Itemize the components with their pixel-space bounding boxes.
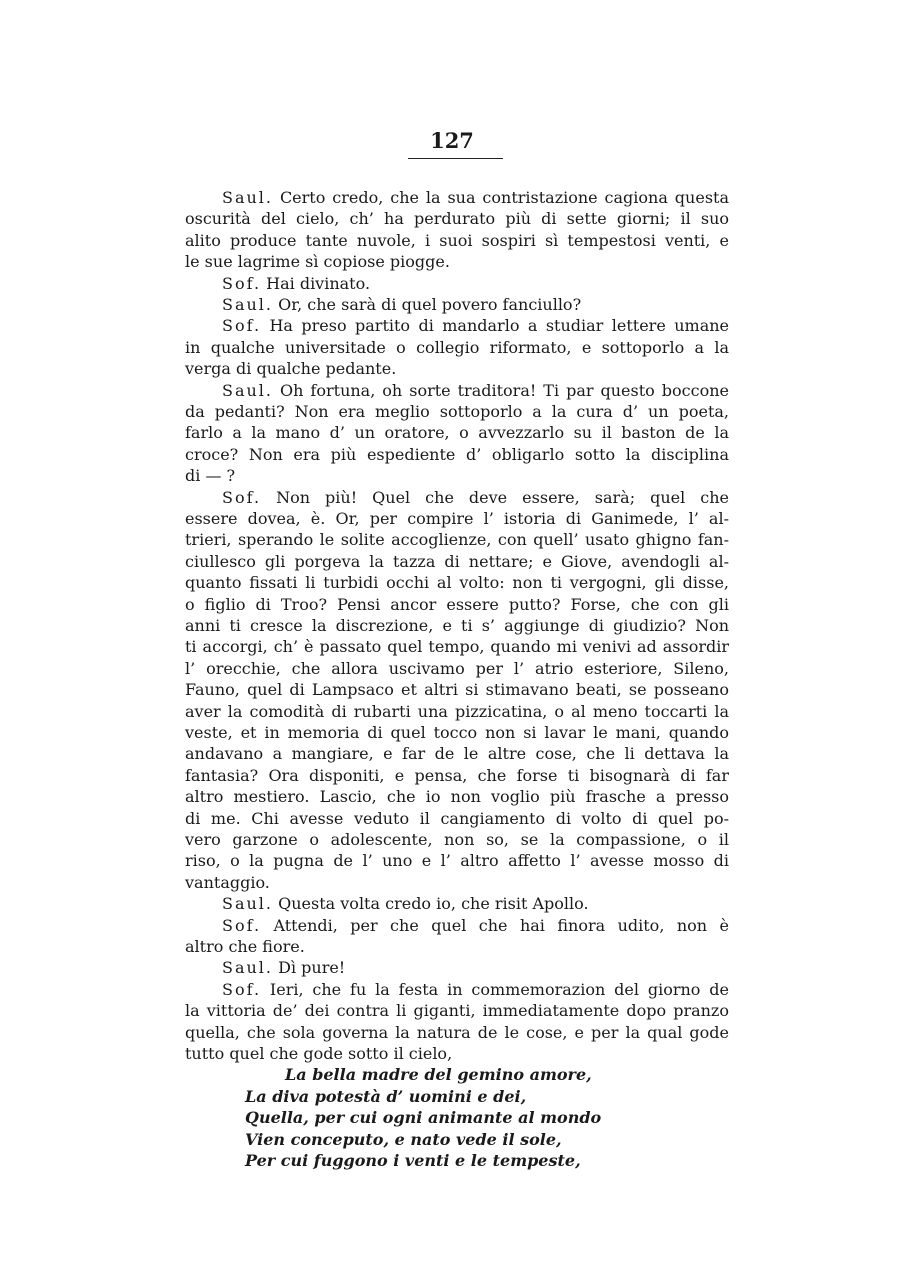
speaker-name: Sof. xyxy=(222,915,262,935)
line-text: Certo credo, che la sua contristazione cagiona questa xyxy=(279,188,729,207)
line-text: farlo a la mano d’ un oratore, o avvezzarlo su il baston de la xyxy=(185,423,729,443)
text-line xyxy=(222,957,729,978)
line-text: quella, che sola governa la natura de le cose, e per la qual gode xyxy=(185,1022,729,1042)
text-line xyxy=(185,508,729,529)
speaker-name: Saul. xyxy=(222,380,274,400)
text-line xyxy=(185,444,729,465)
text-line xyxy=(185,1022,729,1043)
text-line xyxy=(222,915,729,936)
verse-line: La diva potestà d’ uomini e dei, xyxy=(245,1086,527,1106)
text-line xyxy=(185,1043,729,1064)
text-line xyxy=(185,230,729,251)
text-line xyxy=(185,722,729,743)
line-text: ti accorgi, ch’ è passato quel tempo, quando mi venivi ad assordir xyxy=(185,637,729,657)
text-line xyxy=(185,208,729,229)
line-text: Attendi, per che quel che hai finora udito, non è xyxy=(273,915,729,935)
text-line xyxy=(185,786,729,807)
line-text: riso, o la pugna de l’ uno e l’ altro affetto l’ avesse mosso di xyxy=(185,851,729,871)
text-line xyxy=(185,615,729,636)
verse-line: Quella, per cui ogni animante al mondo xyxy=(245,1108,602,1128)
text-line xyxy=(185,401,729,422)
text-line xyxy=(222,187,729,208)
line-text: essere dovea, è. Or, per compire l’ istoria di Ganimede, l’ al- xyxy=(185,509,729,528)
speaker-name: Sof. xyxy=(222,273,262,293)
line-text: di me. Chi avesse veduto il cangiamento di volto di quel po- xyxy=(185,808,729,828)
line-text: o figlio di Troo? Pensi ancor essere putto? Forse, che con gli xyxy=(185,594,729,614)
line-text: oscurità del cielo, ch’ ha perdurato più di sette giorni; il suo xyxy=(185,209,729,229)
text-line xyxy=(185,465,729,486)
text-line xyxy=(185,636,729,657)
line-text: da pedanti? Non era meglio sottoporlo a la cura d’ un poeta, xyxy=(185,402,729,421)
line-text: di — ? xyxy=(185,466,236,486)
line-text: ciullesco gli porgeva la tazza di nettare; e Giove, avendogli al- xyxy=(185,551,729,571)
text-line xyxy=(185,422,729,443)
line-text: la vittoria de’ dei contra li giganti, immediatamente dopo pranzo xyxy=(185,1001,729,1021)
line-text: Oh fortuna, oh sorte traditora! Ti par questo boccone xyxy=(280,380,729,400)
line-text: Dì pure! xyxy=(278,958,346,978)
line-text: andavano a mangiare, e far de le altre cose, che li dettava la xyxy=(185,744,729,764)
text-line xyxy=(185,1000,729,1021)
verse-line: La bella madre del gemino amore, xyxy=(285,1065,592,1085)
line-text: altro mestiero. Lascio, che io non voglio più frasche a presso xyxy=(185,787,729,807)
speaker-name: Sof. xyxy=(222,487,262,507)
text-line xyxy=(222,380,729,401)
text-line xyxy=(185,850,729,871)
text-line xyxy=(185,679,729,700)
line-text: l’ orecchie, che allora uscivamo per l’ atrio esteriore, Sileno, xyxy=(185,658,729,678)
speaker-name: Saul. xyxy=(222,188,274,207)
line-text: le sue lagrime sì copiose piogge. xyxy=(185,252,450,272)
line-text: quanto fissati li turbidi occhi al volto: non ti vergogni, gli disse, xyxy=(185,573,729,593)
line-text: Ha preso partito di mandarlo a studiar lettere umane xyxy=(269,316,730,336)
text-line xyxy=(185,658,729,679)
line-text: in qualche universitade o collegio riformato, e sottoporlo a la xyxy=(185,337,729,357)
text-line xyxy=(222,315,729,336)
text-line xyxy=(185,701,729,722)
line-text: alito produce tante nuvole, i suoi sospiri sì tempestosi venti, e xyxy=(185,230,729,250)
line-text: anni ti cresce la discrezione, e ti s’ aggiunge di giudizio? Non xyxy=(185,616,729,635)
text-line xyxy=(222,273,729,294)
speaker-name: Sof. xyxy=(222,316,262,336)
text-line xyxy=(222,979,729,1000)
text-line xyxy=(185,936,729,957)
line-text: Fauno, quel di Lampsaco et altri si stimavano beati, se posseano xyxy=(185,680,729,700)
text-line xyxy=(222,893,729,914)
line-text: Non più! Quel che deve essere, sarà; quel che xyxy=(276,487,729,507)
text-line xyxy=(222,487,729,508)
text-line xyxy=(185,251,729,272)
text-line xyxy=(185,337,729,358)
page-number: 127 xyxy=(430,128,474,153)
line-text: croce? Non era più espediente d’ obligarlo sotto la disciplina xyxy=(185,444,729,464)
line-text: verga di qualche pedante. xyxy=(185,359,397,379)
line-text: tutto quel che gode sotto il cielo, xyxy=(185,1044,453,1063)
text-line xyxy=(185,551,729,572)
speaker-name: Saul. xyxy=(222,894,274,914)
speaker-name: Saul. xyxy=(222,295,274,314)
line-text: vero garzone o adolescente, non so, se la compassione, o il xyxy=(185,830,729,849)
line-text: Ieri, che fu la festa in commemorazion del giorno de xyxy=(269,979,729,999)
line-text: fantasia? Ora disponiti, e pensa, che forse ti bisognarà di far xyxy=(185,765,729,785)
line-text: veste, et in memoria di quel tocco non si lavar le mani, quando xyxy=(185,723,729,742)
text-line xyxy=(185,594,729,615)
line-text: trieri, sperando le solite accoglienze, con quell’ usato ghigno fan- xyxy=(185,530,729,550)
text-line xyxy=(185,529,729,550)
text-line xyxy=(185,872,729,893)
line-text: aver la comodità di rubarti una pizzicatina, o al meno toccarti la xyxy=(185,701,729,721)
line-text: altro che fiore. xyxy=(185,937,305,956)
line-text: vantaggio. xyxy=(185,872,270,892)
line-text: Hai divinato. xyxy=(266,273,371,293)
page-number-rule xyxy=(408,158,503,159)
text-line xyxy=(185,765,729,786)
verse-line: Vien conceputo, e nato vede il sole, xyxy=(245,1129,562,1149)
speaker-name: Saul. xyxy=(222,958,274,978)
text-line xyxy=(185,572,729,593)
speaker-name: Sof. xyxy=(222,979,262,999)
text-line xyxy=(185,829,729,850)
text-line xyxy=(185,808,729,829)
line-text: Or, che sarà di quel povero fanciullo? xyxy=(278,295,582,314)
line-text: Questa volta credo io, che risit Apollo. xyxy=(278,894,589,914)
verse-line: Per cui fuggono i venti e le tempeste, xyxy=(245,1151,581,1170)
text-line xyxy=(185,743,729,764)
text-line xyxy=(222,294,729,315)
text-line xyxy=(185,358,729,379)
